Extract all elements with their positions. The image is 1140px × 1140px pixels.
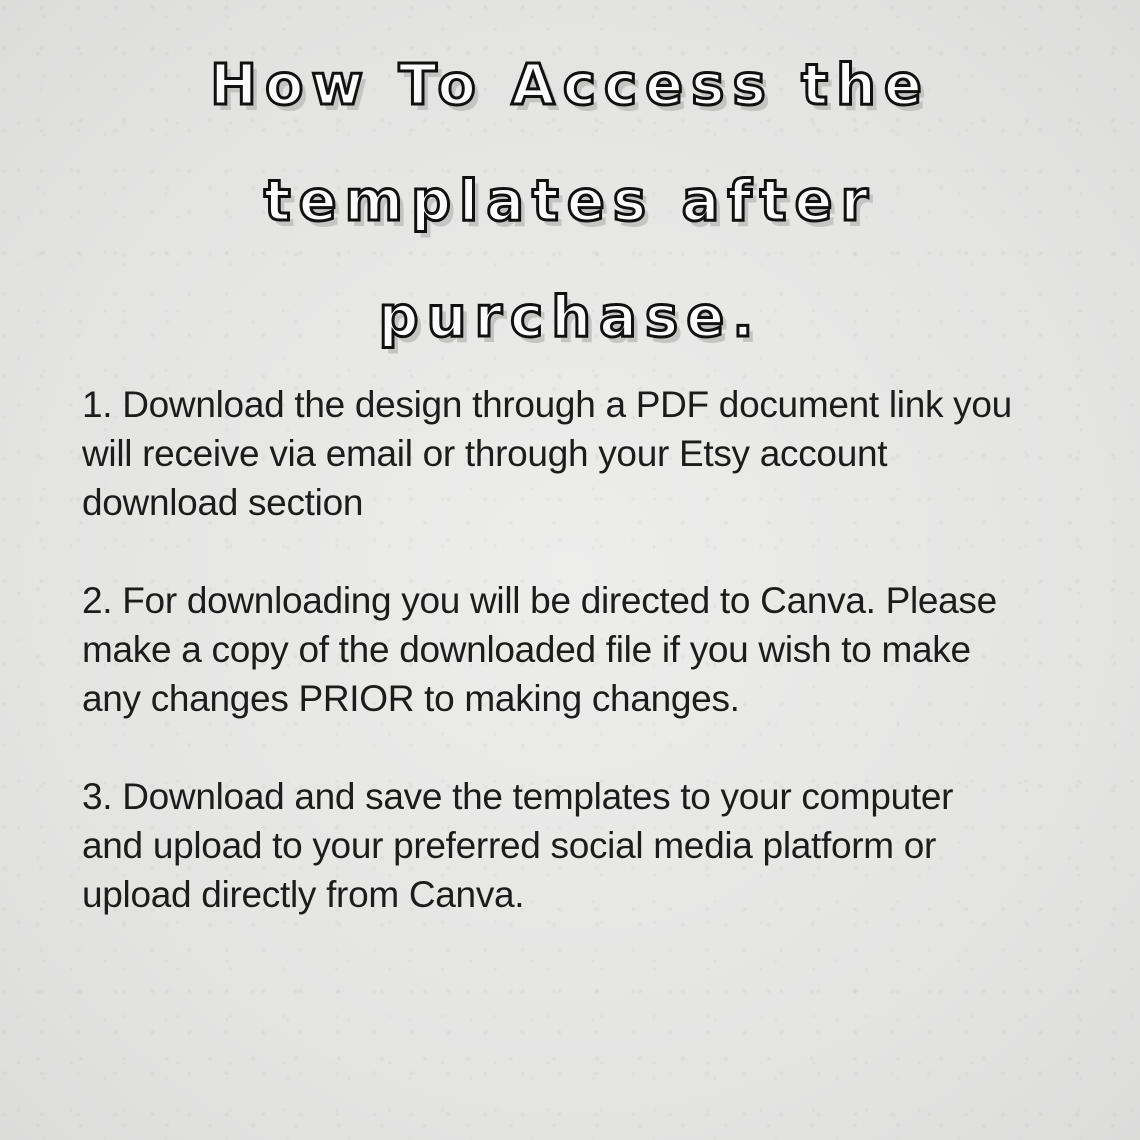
- step-3: [82, 772, 1082, 919]
- step-1-line-3: download section: [82, 482, 364, 523]
- step-1: [82, 380, 1082, 527]
- step-2: [82, 576, 1082, 723]
- step-1-line-2: will receive via email or through your Etsy account: [82, 433, 888, 474]
- step-2-line-3: any changes PRIOR to making changes.: [82, 678, 740, 719]
- step-3-line-2: and upload to your preferred social media platform or: [82, 825, 937, 866]
- step-2-line-1: 2. For downloading you will be directed to Canva. Please: [82, 580, 997, 621]
- page-title: [0, 28, 1140, 376]
- title-line-2: templates after: [263, 169, 877, 234]
- step-3-line-3: upload directly from Canva.: [82, 874, 525, 915]
- step-3-line-1: 3. Download and save the templates to your computer: [82, 776, 954, 817]
- instruction-list: [82, 380, 1082, 968]
- step-2-line-2: make a copy of the downloaded file if you wish to make: [82, 629, 971, 670]
- title-line-1: How To Access the: [210, 53, 930, 118]
- step-1-line-1: 1. Download the design through a PDF document link you: [82, 384, 1012, 425]
- title-line-3: purchase.: [378, 285, 762, 350]
